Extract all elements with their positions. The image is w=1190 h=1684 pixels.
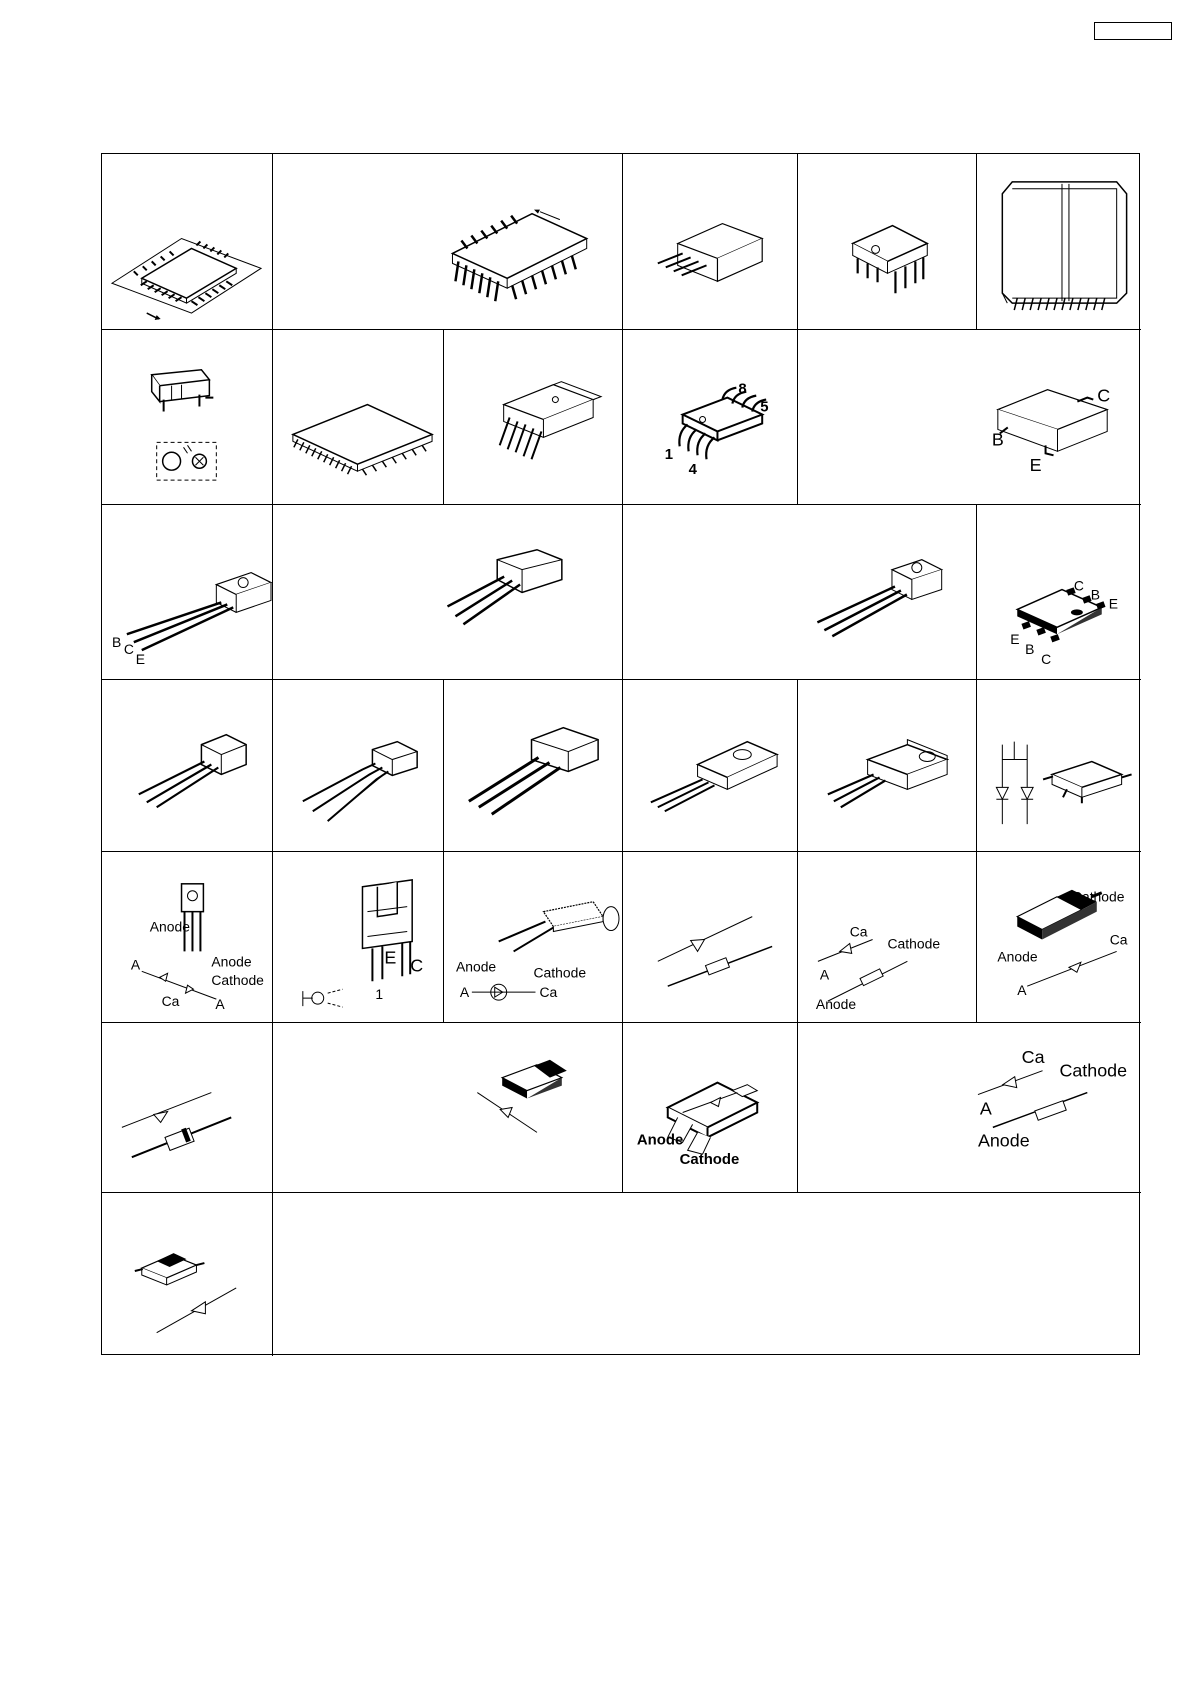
anode-label: Anode	[997, 948, 1038, 965]
sot223-drawing	[977, 505, 1141, 679]
component-outline-table	[101, 153, 1140, 1355]
cathode-label: Cathode	[533, 964, 587, 981]
cell-smd-diode	[977, 852, 1141, 1023]
to220-drawing	[798, 680, 976, 851]
cell-empty	[273, 1193, 1141, 1356]
transistor-mini-drawing	[273, 505, 622, 679]
cell-to92-a	[102, 680, 273, 852]
axial-diode-small-drawing	[623, 852, 797, 1022]
pin-e-label: E	[384, 947, 397, 968]
cell-to220	[798, 680, 977, 852]
cathode-label: Cathode	[887, 935, 941, 952]
smd-diode-labelled-drawing	[623, 1023, 797, 1192]
axial-diode-large-drawing	[102, 1023, 272, 1192]
pin-c-bottom-label: C	[1041, 651, 1052, 668]
pin-b-bottom-label: B	[1025, 641, 1035, 658]
ca-label: Ca	[1109, 931, 1128, 948]
pin-e-label: E	[1029, 455, 1042, 476]
sip-ic-drawing	[623, 154, 797, 329]
cell-axial-diode-xl	[798, 1023, 1141, 1193]
cell-hybrid-ic	[977, 154, 1141, 330]
transistor-bce-drawing	[102, 505, 272, 679]
cathode-label: Cathode	[1059, 1060, 1128, 1081]
cathode-label: Cathode	[211, 972, 264, 989]
dual-diode-drawing	[977, 680, 1141, 851]
pin-c-label: C	[410, 955, 424, 976]
cell-dual-diode	[977, 680, 1141, 852]
anode-label: Anode	[815, 996, 857, 1013]
cell-axial-diode-labelled	[798, 852, 977, 1023]
cell-ssop-ic	[273, 330, 444, 505]
smd-diode-small-drawing	[273, 1023, 622, 1192]
cell-sot223	[977, 505, 1141, 680]
cell-msop8-ic	[623, 330, 798, 505]
cell-to126	[623, 505, 977, 680]
photo-interrupter-drawing	[273, 852, 443, 1022]
cell-to92-mini	[273, 505, 623, 680]
cell-to92-large	[444, 680, 623, 852]
anode-label-2: Anode	[211, 953, 252, 970]
cell-photo-interrupter-top	[102, 330, 273, 505]
sop-ic-drawing	[273, 154, 622, 329]
anode-label: Anode	[977, 1130, 1030, 1151]
cell-axial-diode-small	[623, 852, 798, 1023]
a-label-1: A	[130, 956, 141, 973]
pin-e-top-label: E	[1108, 595, 1118, 612]
cell-to220f-a	[623, 680, 798, 852]
cell-dip-ic	[798, 154, 977, 330]
cell-smd-diode-small	[273, 1023, 623, 1193]
axial-diode-xl-drawing	[798, 1023, 1141, 1192]
to92-a-drawing	[102, 680, 272, 851]
msop8-ic-drawing	[623, 330, 797, 504]
ca-label: Ca	[849, 923, 868, 940]
transistor-to126-drawing	[623, 505, 976, 679]
to92-large-drawing	[444, 680, 622, 851]
led-drawing	[444, 852, 622, 1022]
ca-label: Ca	[539, 984, 558, 1001]
dip-ic-drawing	[798, 154, 976, 329]
pin-8-label: 8	[738, 381, 747, 398]
hybrid-ic-drawing	[977, 154, 1141, 329]
sot-transistor-drawing	[798, 330, 1141, 504]
cathode-label: Cathode	[1071, 888, 1125, 905]
cell-sip-heatsink-ic	[444, 330, 623, 505]
pin-c-label: C	[1097, 385, 1111, 406]
pin-e-label: E	[135, 651, 146, 668]
a-label: A	[819, 966, 830, 983]
cell-sip-ic	[623, 154, 798, 330]
pin-b-label: B	[991, 429, 1004, 450]
cell-dual-diode-to92	[102, 852, 273, 1023]
smd-diode-mini-drawing	[102, 1193, 272, 1356]
a-label: A	[459, 984, 470, 1001]
cell-photo-interrupter	[273, 852, 444, 1023]
cell-axial-diode-large	[102, 1023, 273, 1193]
pin-5-label: 5	[760, 399, 769, 416]
smd-diode-drawing	[977, 852, 1141, 1022]
to92-b-drawing	[273, 680, 443, 851]
pin-c-top-label: C	[1073, 577, 1084, 594]
cell-led	[444, 852, 623, 1023]
cell-sop-ic	[273, 154, 623, 330]
pin-b-top-label: B	[1090, 586, 1101, 603]
anode-label: Anode	[455, 958, 497, 975]
cell-smd-diode-mini	[102, 1193, 273, 1356]
pin-b-label: B	[111, 634, 122, 651]
dual-diode-to92-drawing	[102, 852, 272, 1022]
pin-1-label: 1	[664, 447, 674, 464]
to220f-a-drawing	[623, 680, 797, 851]
cell-to92-b	[273, 680, 444, 852]
digit-label: 1	[375, 986, 384, 1003]
page-number-box	[1094, 22, 1172, 40]
ssop-ic-drawing	[273, 330, 443, 504]
ca-label: Ca	[1021, 1046, 1045, 1067]
axial-diode-labelled-drawing	[798, 852, 976, 1022]
cell-to92-bce	[102, 505, 273, 680]
photo-sensor-drawing	[102, 330, 272, 504]
pin-e-bottom-label: E	[1010, 631, 1020, 648]
cathode-label: Cathode	[679, 1152, 740, 1169]
pin-4-label: 4	[688, 462, 697, 479]
a-label-2: A	[215, 996, 225, 1013]
a-label: A	[1017, 982, 1027, 999]
cell-qfp-ic	[102, 154, 273, 330]
cell-smd-diode-labelled	[623, 1023, 798, 1193]
ca-label: Ca	[161, 993, 180, 1010]
cell-sot-transistor	[798, 330, 1141, 505]
anode-label: Anode	[636, 1132, 684, 1149]
pin-c-label: C	[123, 641, 134, 658]
a-label: A	[979, 1098, 992, 1119]
qfp-ic-drawing	[102, 154, 272, 329]
anode-label-1: Anode	[149, 918, 190, 935]
sip-heatsink-drawing	[444, 330, 622, 504]
